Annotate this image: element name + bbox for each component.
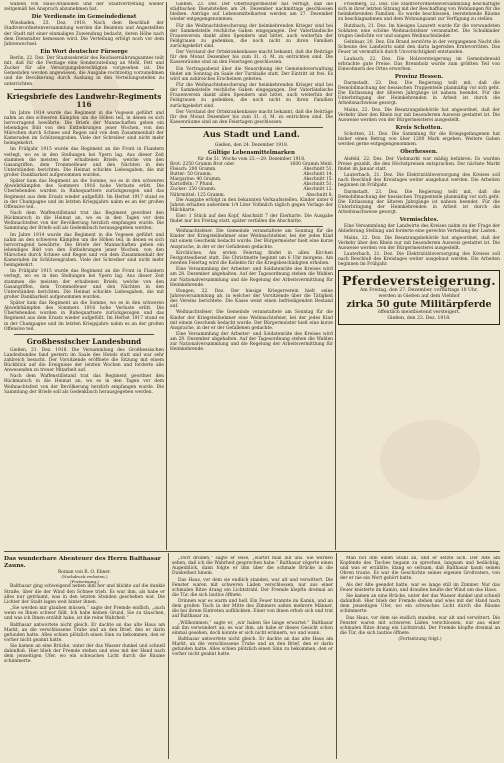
ration-item: Nährmittel: 125 Gramm. [170, 192, 226, 198]
article-text: Hungen, 22. Dez. Der hiesige Kriegerverein hielt seine Jahresversammlung ab, in welcher der Vorsitzende über die Tätigkeit des Vereins berichtete. Die Kasse weist einen befriedigenden Bestand auf. [170, 288, 333, 310]
serial-text: „Dort drüben,“ sagte er leise, „wartet man auf uns. Sie werden sehen, daß ich die Wahrheit gesprochen habe.“ Balthasar zögerte einen Augenblick, dann folgte er ihm über die schmale Brücke in die Dunkelheit hinein. [172, 556, 333, 577]
ad-line: werden in Gießen auf dem Viehhof [378, 293, 460, 299]
serial-note: (Nachdruck verboten.) [61, 574, 108, 580]
serial-column-1 [4, 556, 165, 758]
serial-column-2 [172, 556, 333, 758]
table-heading: Gültige Lebensmittelmarken [208, 149, 295, 156]
serial-part: (Fortsetzung.) [70, 578, 99, 584]
column-3 [338, 2, 500, 550]
article-text: Der Vorstand der Ortskrankenkasse macht bekannt, daß die Beiträge für den Monat Dezember bis zum 31. d. M. zu entrichten sind. Die Kassenräume sind an den Feiertagen geschlossen. [170, 109, 333, 125]
article-text: Kirchliches. Am ersten Feiertag findet in allen Kirchen Festgottesdienst statt. Die Christmette beginnt um 6 Uhr morgens. Am zweiten Feiertag wird die Kollekte für die Kriegsbeschädigten erhoben. [170, 250, 333, 267]
ration-table [170, 162, 333, 198]
serial-author: Roman von R. O. Ebner. [58, 570, 111, 576]
article-text: Im Frühjahr 1915 wurde das Regiment an die Front in Flandern verlegt, wo es in den Stellungen bei Ypern lag. Aus dieser Zeit stammen die meisten der erhaltenen Briefe, welche von den Gasangriffen, dem Trommelfeuer und den Nächten in den Unterständen berichten. Die Heimat schickte Liebesgaben, die mit großer Dankbarkeit aufgenommen wurden. [4, 269, 164, 300]
serial-column-3 [340, 556, 500, 758]
column-rule [335, 2, 336, 550]
section-heading: Aus Stadt und Land. [203, 130, 300, 141]
article-text: Weihnachtsfeier. Die Gemeinde veranstaltete am Sonntag für die Kinder der Kriegsteilnehmer eine Weihnachtsfeier, bei der jedes Kind mit einem Geschenk bedacht wurde. Der Bürgermeister hielt eine kurze Ansprache, in der er der Gefallenen gedachte. [170, 310, 333, 331]
article-heading: Oberhessen. [400, 149, 438, 156]
article-text: Wiesbaden, 23. Dez. 1918. Nach dem Beschluß der Stadtverordnetenversammlung werden die Beamten und Angestellten der Stadt mit einer einmaligen Zuwendung bedacht, deren Höhe nach dem Dienstalter bemessen wird. Die Verteilung erfolgt noch vor dem Jahreswechsel. [4, 21, 164, 47]
ration-coupon: Abschnitt 51. [303, 182, 333, 188]
serial-continued: (Fortsetzung folgt.) [398, 637, 442, 643]
table-subheading: für die 51. Woche vom 23.—29. Dezember 1918. [197, 156, 306, 162]
article-text: Mainz, 22. Dez. Die Besatzungsbehörde hat angeordnet, daß der Verkehr über den Rhein nur mit besonderem Ausweis gestattet ist. Die Ausweise werden von der Bürgermeisterei ausgestellt. [338, 107, 500, 123]
dateline: Gießen, den 24. Dezember 1918. [214, 142, 289, 148]
article-text: Eier: 1 Stück auf den Kopf, Abschnitt 7 der Eierkarte. Die Ausgabe findet nur bis Freitag statt, später verfallen die Abschnitte. [170, 214, 333, 225]
column-rule [168, 553, 169, 759]
ration-item: Kartoffeln: 7 Pfund. [170, 182, 214, 188]
column-1 [4, 2, 164, 550]
article-text: Lauterbach, 21. Dez. Die Elektrizitätsversorgung des Kreises soll nach Beschluß des Kreistages weiter ausgebaut werden. Die Arbeiten beginnen im Frühjahr. [338, 173, 500, 189]
serial-text: „Willkommen,“ sagte er, „wir haben Sie lange erwartet.“ Balthasar sah ihn verwundert an; es war ihm, als habe er dieses Gesicht schon einmal gesehen, doch konnte er sich nicht erinnern, wo und wann. [172, 620, 333, 636]
separator [180, 226, 323, 227]
feuilleton-rule [4, 551, 500, 552]
article-text: Weihnachtsfeier. Die Gemeinde veranstaltete am Sonntag für die Kinder der Kriegsteilnehmer eine Weihnachtsfeier, bei der jedes Kind mit einem Geschenk bedacht wurde. Der Bürgermeister hielt eine kurze Ansprache, in der er der Gefallenen gedachte. [170, 229, 333, 250]
article-text: Im Jahre 1914 wurde das Regiment in die Vogesen geführt und nahm an den schweren Kämpfen um die Höhen teil, in denen es sich hervorragend bewährte. Die Briefe der Mannschaften geben ein lebendiges Bild von den Entbehrungen jener Wochen, von den Märschen durch Schnee und Regen und von dem Zusammenhalt der Kameraden im Schützengraben. Viele der Schreiber sind nicht mehr heimgekehrt. [4, 232, 164, 269]
article-text: Eine Versammlung der Landwirte des Kreises nahm zu der Frage der Ablieferung Stellung und forderte eine gerechte Verteilung der Lasten. [338, 224, 500, 235]
serial-text: Balthasar ging schweigend neben ihm her und blickte auf die dunkle Straße, über die der Wind den Schnee trieb. Es war ihm, als habe er alles nur geträumt, was in den letzten Stunden geschehen war. Die Lichter der Stadt lagen weit hinter ihnen. [4, 584, 165, 605]
article-heading: Vermischtes. [399, 217, 439, 224]
article-heading: Kreis Schotten. [395, 124, 443, 131]
serial-text: Als der Alte geendet hatte, war es lange still im Zimmer. Nur das Feuer knisterte im Kamin, und draußen heulte der Wind um das Haus. [340, 582, 500, 593]
serial-text: „Sie werden mir glauben müssen,“ sagte der Fremde endlich, „auch wenn es Ihnen schwer fällt. Ich habe keinen Grund, Sie zu täuschen, und was ich Ihnen erzählt habe, ist die reine Wahrheit.“ [4, 606, 165, 622]
column-rule [166, 2, 167, 550]
ad-line: Am Freitag, den 27. Dezember, vormittags 10 Uhr, [359, 288, 479, 294]
article-text: Ein Vortragsabend über die Neuordnung der Gemeindeverwaltung findet am Sonntag im Saale der Turnhalle statt. Der Eintritt ist frei. Es wird um zahlreiches Erscheinen gebeten. [170, 66, 333, 82]
ration-item: Margarine: 40 Gramm. [170, 177, 222, 183]
article-text: Im Frühjahr 1915 wurde das Regiment an die Front in Flandern verlegt, wo es in den Stellungen bei Ypern lag. Aus dieser Zeit stammen die meisten der erhaltenen Briefe, welche von den Gasangriffen, dem Trommelfeuer und den Nächten in den Unterständen berichten. Die Heimat schickte Liebesgaben, die mit großer Dankbarkeit aufgenommen wurden. [4, 147, 164, 178]
article-text: Mainz, 22. Dez. Die Besatzungsbehörde hat angeordnet, daß der Verkehr über den Rhein nur mit besonderem Ausweis gestattet ist. Die Ausweise werden von der Bürgermeisterei ausgestellt. [338, 235, 500, 251]
article-text: Gelnhaar, 20. Dez. Ein Brand zerstörte in der vergangenen Nacht die Scheune des Landwirts samt den darin lagernden Erntevorräten. Das Feuer ist vermutlich durch Unvorsichtigkeit entstanden. [338, 40, 500, 56]
ration-coupon: Abschnitt 15. [303, 177, 333, 183]
auction-advertisement [338, 270, 500, 325]
ad-title: Pferdeversteigerung. [342, 273, 496, 289]
serial-text: Balthasar antwortete nicht gleich. Er dachte an das alte Haus am Markt, an die verschlossene Truhe und an den Brief, den er darin gefunden hatte. Alles schien plötzlich einen Sinn zu bekommen, den er vorher nicht geahnt hatte. [4, 622, 165, 643]
ration-coupon: 1600 Gramm Mehl. [289, 161, 333, 167]
serial-text: Sie kamen an eine Brücke, unter der das Wasser dunkel und schnell dahinfloß. Hier blieb der Fremde stehen und wies mit der Hand nach dem jenseitigen Ufer, wo ein schwaches Licht durch die Bäume schimmerte. [340, 594, 500, 615]
serial-text: Man bot ihm einen Stuhl an, und er setzte sich. Der Alte am Kopfende des Tisches begann zu sprechen, langsam und bedächtig, und was er erzählte, klang so seltsam, daß Balthasar kaum seinen Ohren traute. Es war die Geschichte seines eigenen Großvaters, von der er nie ein Wort gehört hatte. [340, 556, 500, 582]
article-text: Eine Versammlung der Arbeiter- und Soldatenräte des Kreises wird am 28. Dezember abgehalten. Auf der Tagesordnung stehen die Wahlen zur Nationalversammlung und die Regelung der Arbeitsvermittlung für Heimkehrende. [170, 267, 333, 288]
article-text: Die Ausgabe erfolgt in den bekannten Verkaufsstellen. Kinder unter 6 Jahren erhalten außerdem 1/4 Liter Vollmilch täglich gegen Vorlage der Milchkarte. [170, 197, 333, 213]
article-text: Berlin, 22. Dez. Der Staatssekretär des Reichsernährungsamtes teilt mit, daß für die Festtage eine Sonderzuteilung an Mehl, Fett und Zucker für alle Versorgungsberechtigten vorgesehen ist. Die Gemeinden werden angewiesen, die Ausgabe rechtzeitig vorzunehmen und die Bevölkerung durch Aushang in den Verteilungsstellen zu unterrichten. [4, 56, 164, 87]
article-text: Laubach, 22. Dez. Die Holzversteigerung im Gemeindewald erbrachte gute Preise. Das Brennholz wurde zum größten Teil von Einwohnern des Ortes erworben. [338, 56, 500, 72]
article-text: Friedberg, 22. Dez. Die Stadtverordnetenversammlung beschäftigte sich in ihrer letzten Sitzung mit der Beschaffung von Wohnungen für die heimkehrenden Familien. Es wurde beschlossen, leerstehende Räume zu beschlagnahmen und dem Wohnungsamt zur Verfügung zu stellen. [338, 2, 500, 23]
ration-coupon: Abschnitt 12. [303, 187, 333, 193]
article-text: Später kam das Regiment an die Somme, wo es in den schweren Abwehrkämpfen des Sommers 1916 hohe Verluste erlitt. Die Überlebenden wurden in Ruhequartiere zurückgezogen und das Regiment aus dem Ersatz wieder aufgefüllt. Im Herbst 1917 stand es in der Champagne und im letzten Kriegsjahre nahm es an der großen Offensive teil. [4, 179, 164, 210]
article-text: Darmstadt, 23. Dez. Die Regierung teilt mit, daß die Demobilmachung der hessischen Truppenteile planmäßig vor sich geht. Die Entlassung der älteren Jahrgänge ist nahezu beendet. Für die Unterbringung der Heimkehrenden in Arbeit ist durch die Arbeitsnachweise gesorgt. [338, 189, 500, 215]
article-text: Schotten, 21. Dez. Die Sammlung für die Kriegsgefangenen hat bisher einen Betrag von über 1200 Mark ergeben. Weitere Gaben werden gerne entgegengenommen. [338, 132, 500, 148]
article-text: Lauterbach, 21. Dez. Die Elektrizitätsversorgung des Kreises soll nach Beschluß des Kreistages weiter ausgebaut werden. Die Arbeiten beginnen im Frühjahr. [338, 252, 500, 268]
serial-text: Das Haus, vor dem sie endlich standen, war alt und verwittert. Die Fenster waren mit schweren Läden verschlossen, nur aus einer schmalen Ritze drang ein Lichtstrahl. Der Fremde klopfte dreimal an die Tür, die sich lautlos öffnete. [340, 615, 500, 636]
article-heading: Die Verdienste im Gemeindedienst [31, 14, 137, 21]
article-text: wahlen von Haus-Altäbellen und der Stadtvertretung wieder zeitgemäß bei Anspruch abzunehmen hat. [4, 2, 164, 13]
article-text: Im Jahre 1914 wurde das Regiment in die Vogesen geführt und nahm an den schweren Kämpfen um die Höhen teil, in denen es sich hervorragend bewährte. Die Briefe der Mannschaften geben ein lebendiges Bild von den Entbehrungen jener Wochen, von den Märschen durch Schnee und Regen und von dem Zusammenhalt der Kameraden im Schützengraben. Viele der Schreiber sind nicht mehr heimgekehrt. [4, 110, 164, 147]
article-text: Nach dem Waffenstillstand trat das Regiment geordnet den Rückmarsch in die Heimat an, wo es in den Tagen vor dem Weihnachtsfest von der Bevölkerung herzlich empfangen wurde. Die Sammlung der Briefe soll als Gedenkbuch herausgegeben werden. [4, 210, 164, 232]
article-text: Nach dem Waffenstillstand trat das Regiment geordnet den Rückmarsch in die Heimat an, wo es in den Tagen vor dem Weihnachtsfest von der Bevölkerung herzlich empfangen wurde. Die Sammlung der Briefe soll als Gedenkbuch herausgegeben werden. [4, 374, 164, 395]
article-heading: Provinz Hessen. [394, 73, 444, 80]
separator [14, 89, 154, 90]
ration-coupon: Abschnitt 8. [306, 192, 333, 198]
ration-coupon: Abschnitt 14. [303, 172, 333, 178]
article-text: Gießen, 21. Dez. 1918. Die Versammlung des Großhessischen Landesbundes fand gestern im Saale des Hotels statt und war sehr zahlreich besucht. Der Vorsitzende eröffnete die Sitzung mit einem Rückblick auf die Ereignisse der letzten Wochen und forderte alle Anwesenden zu treuer Mitarbeit auf. [4, 347, 164, 374]
ration-item: Butter: 50 Gramm. [170, 172, 213, 178]
ration-coupon: Abschnitt 51. [303, 167, 333, 173]
ration-item: Fleisch: 200 Gramm. [170, 167, 217, 173]
separator [14, 334, 154, 335]
column-rule [336, 553, 337, 759]
article-heading: Großhessischer Landesbund [26, 336, 142, 346]
article-heading: Kriegsbriefe des Landwehr-Regiments 116 [6, 91, 162, 109]
article-text: Butzbach, 21. Dez. Im hiesigen Lazarett wurde für die verwundeten Soldaten eine schöne Weihnachtsfeier veranstaltet. Die Schulkinder trugen Gedichte vor und sangen Weihnachtslieder. [338, 23, 500, 39]
serial-text: Sie kamen an eine Brücke, unter der das Wasser dunkel und schnell dahinfloß. Hier blieb der Fremde stehen und wies mit der Hand nach dem jenseitigen Ufer, wo ein schwaches Licht durch die Bäume schimmerte. [4, 644, 165, 665]
ad-highlight: zirka 50 gute Militärpferde [346, 299, 492, 311]
column-2 [170, 2, 333, 550]
ad-signature: Gießen, den 23. Dez. 1918. [387, 315, 451, 321]
separator [180, 127, 323, 128]
ration-item: Zucker: 250 Gramm. [170, 187, 217, 193]
article-text: Gießen, 23. Dez. Der Oberbürgermeister hat verfügt, daß die städtischen Dienststellen am 24. Dezember nachmittags geschlossen bleiben. Anträge auf Lebensmittelkarten werden am 27. Dezember wieder entgegengenommen. [170, 2, 333, 23]
article-text: Darmstadt, 23. Dez. Die Regierung teilt mit, daß die Demobilmachung der hessischen Truppenteile planmäßig vor sich geht. Die Entlassung der älteren Jahrgänge ist nahezu beendet. Für die Unterbringung der Heimkehrenden in Arbeit ist durch die Arbeitsnachweise gesorgt. [338, 80, 500, 107]
serial-title: Das wunderbare Abenteuer des Herrn Balthasar Zauns. [4, 556, 161, 569]
article-heading: Ein Wort deutscher Fürsorge [40, 48, 128, 55]
article-text: Später kam das Regiment an die Somme, wo es in den schweren Abwehrkämpfen des Sommers 1916 hohe Verluste erlitt. Die Überlebenden wurden in Ruhequartiere zurückgezogen und das Regiment aus dem Ersatz wieder aufgefüllt. Im Herbst 1917 stand es in der Champagne und im letzten Kriegsjahre nahm es an der großen Offensive teil. [4, 301, 164, 332]
article-text: Für die Weihnachtsbescherung der heimkehrenden Krieger sind bei der Sammelstelle reichliche Gaben eingegangen. Der Vaterländische Frauenverein dankt allen Spendern und bittet, auch weiterhin der Feldgrauen zu gedenken, die noch nicht zu ihren Familien zurückgekehrt sind. [170, 83, 333, 109]
article-text: Alsfeld, 22. Dez. Der Viehmarkt war mäßig befahren. Es wurden Preise gezahlt, die den Höchstpreisen entsprachen. Der nächste Markt findet im Januar statt. [338, 156, 500, 172]
serial-text: Das Haus, vor dem sie endlich standen, war alt und verwittert. Die Fenster waren mit schweren Läden verschlossen, nur aus einer schmalen Ritze drang ein Lichtstrahl. Der Fremde klopfte dreimal an die Tür, die sich lautlos öffnete. [172, 577, 333, 598]
ration-item: Brot: 2250 Gramm Brot oder [170, 161, 235, 167]
serial-text: Balthasar antwortete nicht gleich. Er dachte an das alte Haus am Markt, an die verschlossene Truhe und an den Brief, den er darin gefunden hatte. Alles schien plötzlich einen Sinn zu bekommen, den er vorher nicht geahnt hatte. [172, 637, 333, 658]
ad-line: öffentlich meistbietend versteigert. [377, 310, 461, 316]
article-text: Für die Weihnachtsbescherung der heimkehrenden Krieger sind bei der Sammelstelle reichliche Gaben eingegangen. Der Vaterländische Frauenverein dankt allen Spendern und bittet, auch weiterhin der Feldgrauen zu gedenken, die noch nicht zu ihren Familien zurückgekehrt sind. [170, 23, 333, 49]
article-text: Eine Versammlung der Arbeiter- und Soldatenräte des Kreises wird am 28. Dezember abgehalten. Auf der Tagesordnung stehen die Wahlen zur Nationalversammlung und die Regelung der Arbeitsvermittlung für Heimkehrende. [170, 332, 333, 353]
article-text: Der Vorstand der Ortskrankenkasse macht bekannt, daß die Beiträge für den Monat Dezember bis zum 31. d. M. zu entrichten sind. Die Kassenräume sind an den Feiertagen geschlossen. [170, 50, 333, 66]
serial-text: Drinnen war es warm und hell. Ein Feuer brannte im Kamin, und an dem großen Tisch in der Mitte des Zimmers saßen mehrere Männer, die bei ihrem Eintreten aufblickten. Einer von ihnen erhob sich und trat auf Balthasar zu. [172, 599, 333, 620]
